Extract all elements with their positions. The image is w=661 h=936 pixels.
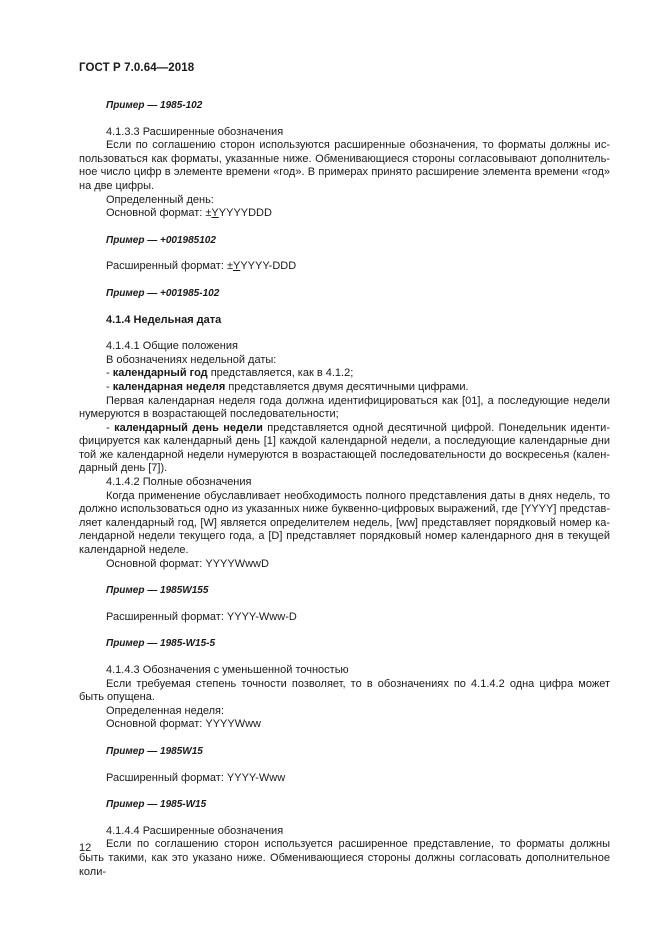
paragraph-week-date-intro: В обозначениях недельной даты: [106, 353, 277, 366]
example-2: Пример — +001985102 [106, 234, 216, 246]
section-4-1-4-4-heading: 4.1.4.4 Расширенные обозначения [106, 824, 284, 837]
document-body [79, 90, 610, 879]
example-7: Пример — 1985-W15 [106, 799, 207, 811]
paragraph-reduced-accuracy: Если требуемая степень точности позволяет, то в обозначениях по 4.1.4.2 одна цифра может быть опущена. [79, 677, 610, 704]
paragraph-first-week: Первая календарная неделя года должна идентифицироваться как [01], а последующие недели нумеруются в возрастающей последовательности; [79, 394, 610, 421]
paragraph-full-notation: Когда применение обуславливает необходимость полного представления даты в днях недель, то должно использоваться одно из указанных ниже буквенно-цифровых выражений, где [YYYY] представляет календарный год, [W] является определителем недель, [ww] представляет порядковый номер календарной недели текущего года, а [D] представляет порядковый номер календарного дня в текущей календарной неделе. [79, 489, 610, 557]
basic-format-week-line: Основной формат: YYYYWwwD [106, 557, 269, 570]
list-item-day-of-week: - календарный день недели представляется одной десятичной цифрой. Понедельник идентифицируется как календарный день [1] каждой календарной недели, а последующие календарные дни той же календарной недели нумеруются в возрастающей последовательности до воскресенья (календарный день [7]). [79, 421, 611, 475]
defined-week-label: Определенная неделя: [106, 704, 225, 717]
extended-format-line: Расширенный формат: ±YYYYY-DDD [106, 260, 297, 273]
example-3: Пример — +001985-102 [106, 287, 220, 299]
section-4-1-4-heading: 4.1.4 Недельная дата [106, 313, 222, 326]
section-4-1-4-3-heading: 4.1.4.3 Обозначения с уменьшенной точностью [106, 664, 349, 676]
extended-format-week-line: Расширенный формат: YYYY-Www-D [106, 610, 297, 623]
list-item-calendar-year: - календарный год представляется, как в 4.1.2; [106, 367, 354, 380]
defined-day-label: Определенный день: [106, 193, 214, 206]
example-1: Пример — 1985-102 [106, 100, 203, 111]
document-header: ГОСТ Р 7.0.64—2018 [79, 62, 195, 74]
example-4: Пример — 1985W155 [106, 585, 209, 597]
list-item-calendar-week: - календарная неделя представляется двумя десятичными цифрами. [106, 380, 469, 393]
example-5: Пример — 1985-W15-5 [106, 638, 216, 650]
extended-format-reduced-line: Расширенный формат: YYYY-Www [106, 771, 286, 784]
example-6: Пример — 1985W15 [106, 745, 203, 757]
basic-format-reduced-line: Основной формат: YYYYWww [106, 718, 261, 731]
page-number: 12 [79, 842, 92, 854]
paragraph-extended-representation: Если по соглашению сторон используется расширенное представление, то форматы должны быть такими, как это указано ниже. Обменивающиеся стороны должны согласовать дополнительное коли- [79, 838, 610, 878]
paragraph-extended-notation: Если по соглашению сторон используются расширенные обозначения, то форматы должны использоваться как форматы, указанные ниже. Обменивающиеся стороны согласовывают дополнительное число цифр в элементе времени «год». В примерах принято расширение элемента времени «год» на две цифры. [79, 139, 610, 192]
basic-format-line: Основной формат: ±YYYYYDDD [106, 207, 272, 220]
section-4-1-3-3-heading: 4.1.3.3 Расширенные обозначения [106, 125, 284, 138]
section-4-1-4-1-heading: 4.1.4.1 Общие положения [106, 340, 238, 353]
section-4-1-4-2-heading: 4.1.4.2 Полные обозначения [106, 476, 252, 489]
